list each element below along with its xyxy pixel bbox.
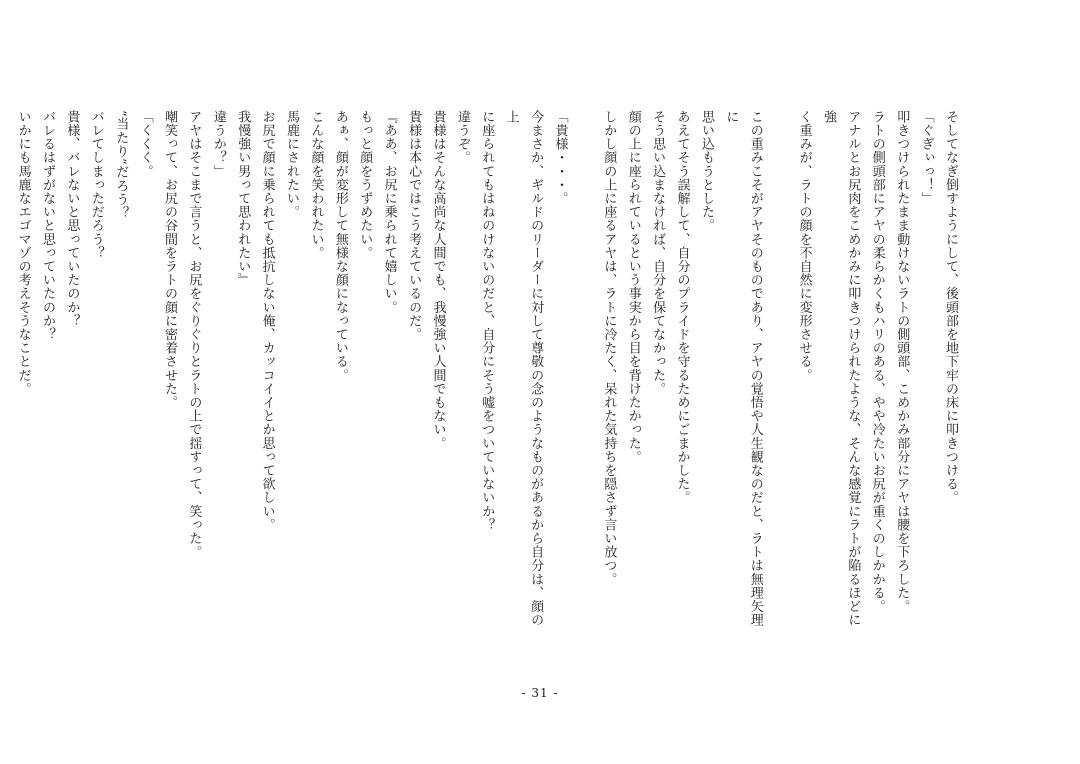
text-line: 違うか？」	[210, 110, 226, 178]
text-line: あえてそう誤解して、自分のプライドを守るためにごまかした。	[674, 110, 690, 505]
blank-line	[767, 110, 791, 640]
text-line: しかし顔の上に座るアヤは、ラトに冷たく、呆れた気持ちを隠さず言い放つ。	[601, 110, 617, 586]
text-line: 『ああ、お尻に乗られて嬉しい。	[381, 110, 397, 314]
page-number: - 31 -	[521, 686, 559, 700]
text-line: この重みこそがアヤそのものであり、アヤの覚悟や人生観なのだと、ラトは無理矢理に	[723, 110, 763, 627]
text-line: く重みが、ラトの顔を不自然に変形させる。	[796, 110, 812, 382]
text-line: 「ぐぎぃっ！」	[918, 110, 934, 206]
text-line: に座られてもはねのけないのだと、自分にそう嘘をついていないか？	[479, 110, 495, 532]
text-line: 嘲笑って、お尻の谷間をラトの顔に密着させた。	[162, 110, 177, 410]
text-line: そう思い込まなければ、自分を保てなかった。	[650, 110, 666, 396]
text-line: 貴様、バレないと思っていたのか？	[64, 110, 80, 328]
text-line: アナルとお尻肉をこめかみに叩きつけられたような、そんな感覚にラトが陥るほどに強	[820, 110, 861, 627]
text-line: 馬鹿にされたい。	[284, 110, 300, 219]
text-line: いかにも馬鹿なエゴマゾの考えそうなことだ。	[15, 110, 31, 396]
text-line: 貴様はそんな高尚な人間でも、我慢強い人間でもない。	[430, 110, 446, 450]
text-line: もっと顔をうずめたい。	[357, 110, 373, 260]
text-line: “当たり“だろう？	[113, 110, 129, 220]
text-line: 顔の上に座られているという事実から目を背けたかった。	[625, 110, 641, 464]
blank-line	[572, 110, 596, 640]
text-line: あぁ、顔が変形して無様な顔になっている。	[332, 110, 348, 382]
text-line: ラトの側頭部にアヤの柔らかくもハリのある、やや冷たいお尻が重くのしかかる。	[869, 110, 885, 614]
vertical-text-body	[15, 110, 962, 640]
text-line: 違うぞ。	[454, 110, 470, 165]
text-line: バレるはずがないと思っていたのか？	[39, 110, 55, 342]
text-line: 今まさか、ギルドのリーダーに対して尊敬の念のようなものがあるから自分は、顔の上	[503, 110, 544, 627]
text-line: アヤはそこまで言うと、お尻をぐりぐりとラトの上で揺すって、笑った。	[186, 110, 202, 559]
text-line: 思い込もうとした。	[698, 110, 714, 233]
text-line: 「貴様・・・。	[552, 110, 568, 206]
text-line: 貴様は本心ではこう考えているのだ。	[406, 110, 422, 342]
text-line: 「くくく。	[137, 110, 153, 178]
text-line: 叩きつけられたまま動けないラトの側頭部、こめかみ部分にアヤは腰を下ろした。	[894, 110, 910, 614]
text-line: 我慢強い男って思われたい』	[235, 110, 251, 287]
text-line: こんな顔を笑われたい。	[308, 110, 324, 260]
text-line: バレてしまっただろう？	[88, 110, 104, 260]
text-line: そしてなぎ倒すようにして、後頭部を地下牢の床に叩きつける。	[943, 110, 958, 505]
text-line: お尻で顔に乗られても抵抗しない俺、カッコイイとか思って欲しい。	[259, 110, 275, 532]
